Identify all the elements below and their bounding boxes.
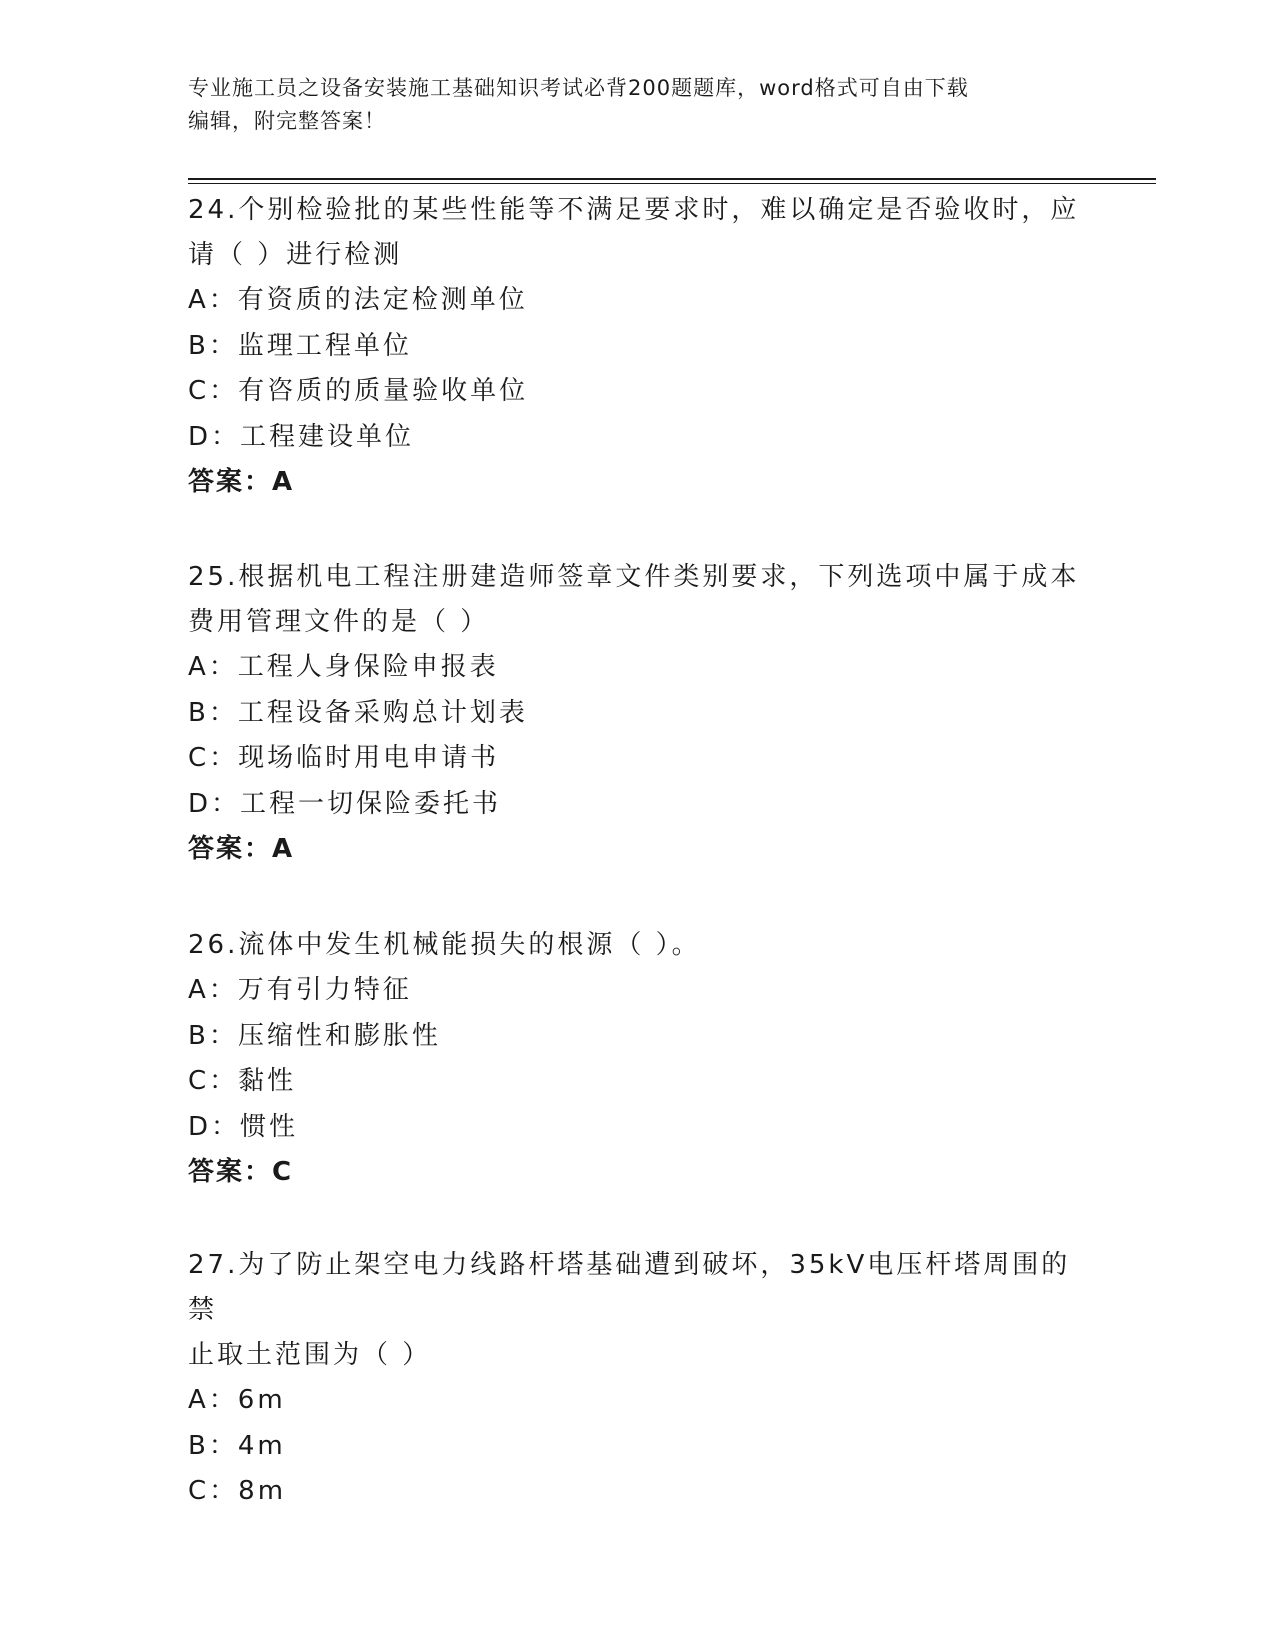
option-a: A：有资质的法定检测单位 bbox=[188, 285, 528, 315]
header-line-2: 编辑，附完整答案！ bbox=[188, 109, 386, 133]
answer: 答案：A bbox=[188, 467, 295, 497]
option-c: C：现场临时用电申请书 bbox=[188, 743, 500, 773]
option-a: A：万有引力特征 bbox=[188, 975, 412, 1005]
document-header bbox=[188, 72, 1088, 138]
option-c: C：8m bbox=[188, 1476, 287, 1506]
option-b: B：工程设备采购总计划表 bbox=[188, 697, 528, 728]
answer: 答案：C bbox=[188, 1157, 294, 1187]
answer: 答案：A bbox=[188, 834, 295, 864]
option-d: D：工程一切保险委托书 bbox=[188, 788, 502, 819]
question-stem: 27.为了防止架空电力线路杆塔基础遭到破坏，35kV电压杆塔周围的禁 bbox=[188, 1250, 1071, 1325]
option-b: B：监理工程单位 bbox=[188, 330, 412, 361]
question-24 bbox=[188, 188, 1088, 505]
question-26 bbox=[188, 923, 1088, 1195]
question-stem-continued: 费用管理文件的是（ ） bbox=[188, 607, 490, 637]
question-stem: 25.根据机电工程注册建造师签章文件类别要求，下列选项中属于成本 bbox=[188, 562, 1080, 592]
question-stem-continued: 请（ ）进行检测 bbox=[188, 240, 403, 270]
question-stem: 24.个别检验批的某些性能等不满足要求时，难以确定是否验收时，应 bbox=[188, 195, 1080, 225]
option-d: D：工程建设单位 bbox=[188, 421, 415, 452]
option-a: A：工程人身保险申报表 bbox=[188, 652, 499, 682]
option-b: B：4m bbox=[188, 1430, 286, 1461]
header-divider-thin bbox=[188, 183, 1156, 184]
option-a: A：6m bbox=[188, 1385, 286, 1415]
question-25 bbox=[188, 555, 1088, 872]
question-stem: 26.流体中发生机械能损失的根源（ ）。 bbox=[188, 930, 701, 960]
question-stem-continued: 止取土范围为（ ） bbox=[188, 1340, 432, 1370]
question-27 bbox=[188, 1243, 1088, 1515]
option-b: B：压缩性和膨胀性 bbox=[188, 1020, 441, 1051]
header-divider-thick bbox=[188, 178, 1156, 180]
option-c: C：有咨质的质量验收单位 bbox=[188, 376, 529, 406]
option-c: C：黏性 bbox=[188, 1066, 297, 1096]
header-line-1: 专业施工员之设备安装施工基础知识考试必背200题题库，word格式可自由下载 bbox=[188, 76, 969, 100]
option-d: D：惯性 bbox=[188, 1111, 299, 1142]
